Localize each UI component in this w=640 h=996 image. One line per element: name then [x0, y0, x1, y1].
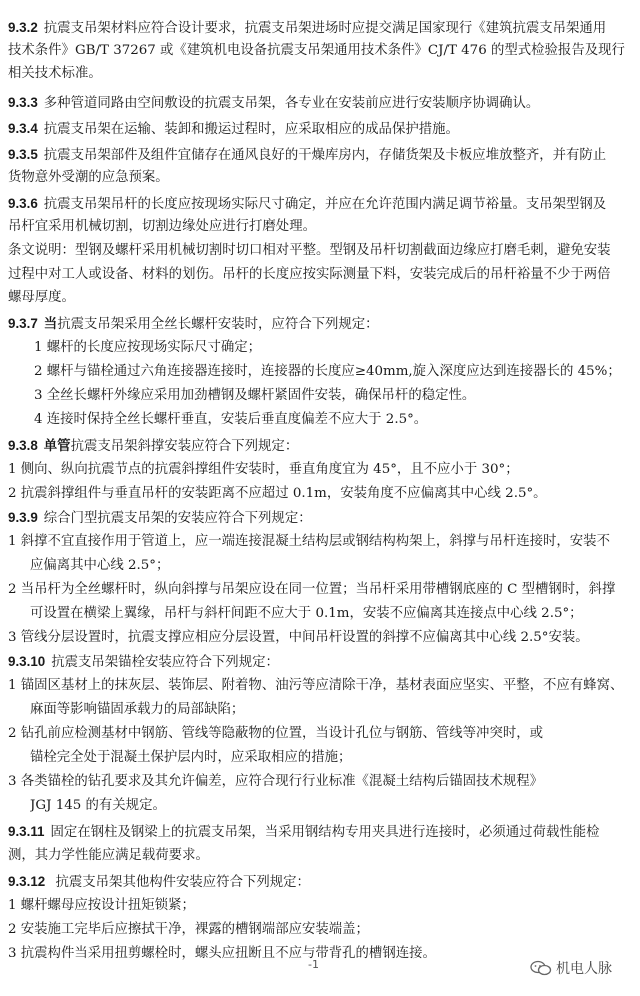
list-item: 1 锚固区基材上的抹灰层、装饰层、附着物、油污等应清除干净，基材表面应坚实、平整，不应有蜂窝、 — [8, 678, 624, 693]
list-item: 3 全丝长螺杆外缘应采用加劲槽钢及螺杆紧固件安装，确保吊杆的稳定性。 — [34, 388, 476, 403]
list-item: 1 螺杆螺母应按设计扭矩锁紧； — [8, 898, 195, 913]
watermark — [530, 958, 612, 978]
list-item-continuation: 麻面等影响锚固承载力的局部缺陷； — [30, 702, 245, 717]
clause-number: 9.3.4 — [8, 121, 38, 136]
list-item-continuation: JGJ 145 的有关规定。 — [30, 798, 166, 813]
text-line: 9.3.9 综合门型抗震支吊架的安装应符合下列规定： — [8, 510, 312, 526]
list-item: 2 抗震斜撑组件与垂直吊杆的安装距离不应超过 0.1m，安装角度不应偏离其中心线 2.5°。 — [8, 486, 547, 501]
clause-number: 9.3.9 — [8, 510, 38, 525]
explanation-line: 过程中对工人或设备、材料的划伤。吊杆的长度应按实际测量下料，安装完成后的吊杆裕量不少于两倍 — [8, 267, 611, 282]
watermark-text: 机电人脉 — [556, 961, 612, 977]
text-line: 9.3.2 抗震支吊架材料应符合设计要求，抗震支吊架进场时应提交满足国家现行《建筑抗震支吊架通用 — [8, 20, 607, 36]
list-item-continuation: 锚栓完全处于混凝土保护层内时，应采取相应的措施； — [30, 750, 352, 765]
clause-number: 9.3.12 — [8, 874, 46, 889]
text-line: 9.3.6 抗震支吊架吊杆的长度应按现场实际尺寸确定，并应在允许范围内满足调节裕量。支吊架型钢及 — [8, 196, 607, 212]
text-line: 相关技术标准。 — [8, 66, 102, 81]
list-item: 3 各类锚栓的钻孔要求及其允许偏差，应符合现行行业标准《混凝土结构后锚固技术规程》 — [8, 774, 544, 789]
clause-number: 9.3.2 — [8, 20, 38, 35]
list-item: 3 抗震构件当采用扭剪螺栓时，螺头应扭断且不应与带背孔的槽钢连接。 — [8, 946, 436, 961]
list-item: 2 螺杆与锚栓通过六角连接器连接时，连接器的长度应≥40mm,旋入深度应达到连接器长的 45%； — [34, 364, 621, 379]
list-item-continuation: 可设置在横梁上翼缘，吊杆与斜杆间距不应大于 0.1m，安装不应偏离其连接点中心线 2.5°； — [30, 606, 583, 621]
list-item: 4 连接时保持全丝长螺杆垂直，安装后垂直度偏差不应大于 2.5°。 — [34, 412, 428, 427]
page-number: -1 — [308, 958, 319, 971]
text-line: 9.3.8 单管抗震支吊架斜撑安装应符合下列规定： — [8, 438, 299, 454]
list-item-continuation: 应偏离其中心线 2.5°； — [30, 558, 170, 573]
text-line: 货物意外受潮的应急预案。 — [8, 170, 169, 185]
text-line: 9.3.4 抗震支吊架在运输、装卸和搬运过程时，应采取相应的成品保护措施。 — [8, 121, 459, 137]
clause-number: 9.3.7 — [8, 316, 38, 331]
list-item: 2 安装施工完毕后应擦拭干净，裸露的槽钢端部应安装端盖； — [8, 922, 369, 937]
text-line: 吊杆宜采用机械切割，切割边缘处应进行打磨处理。 — [8, 219, 316, 234]
clause-number: 9.3.6 — [8, 196, 38, 211]
list-item: 1 侧向、纵向抗震节点的抗震斜撑组件安装时，垂直角度宜为 45°，且不应小于 30°； — [8, 462, 519, 477]
clause-number: 9.3.10 — [8, 654, 46, 669]
text-line: 9.3.3 多种管道同路由空间敷设的抗震支吊架，各专业在安装前应进行安装顺序协调确认。 — [8, 95, 540, 111]
list-item: 2 当吊杆为全丝螺杆时，纵向斜撑与吊架应设在同一位置；当吊杆采用带槽钢底座的 C 型槽钢时，斜撑 — [8, 582, 616, 597]
text-line: 测，其力学性能应满足载荷要求。 — [8, 848, 209, 863]
text-line: 9.3.10 抗震支吊架锚栓安装应符合下列规定： — [8, 654, 279, 670]
text-line: 9.3.11 固定在钢柱及钢梁上的抗震支吊架，当采用钢结构专用夹具进行连接时，必须通过荷载性能检 — [8, 824, 600, 840]
list-item: 1 斜撑不宜直接作用于管道上，应一端连接混凝土结构层或钢结构构架上，斜撑与吊杆连接时，安装不 — [8, 534, 610, 549]
text-line: 技术条件》GB/T 37267 或《建筑机电设备抗震支吊架通用技术条件》CJ/T 476 的型式检验报告及现行 — [8, 43, 625, 58]
text-line: 9.3.12 抗震支吊架其他构件安装应符合下列规定： — [8, 874, 310, 890]
text-line: 9.3.5 抗震支吊架部件及组件宜储存在通风良好的干燥库房内，存储货架及卡板应堆放整齐，并有防止 — [8, 147, 607, 163]
wechat-icon — [530, 960, 552, 976]
list-item: 2 钻孔前应检测基材中钢筋、管线等隐蔽物的位置，当设计孔位与钢筋、管线等冲突时，或 — [8, 726, 544, 741]
text-line: 9.3.7 当抗震支吊架采用全丝长螺杆安装时，应符合下列规定： — [8, 316, 379, 332]
list-item: 1 螺杆的长度应按现场实际尺寸确定； — [34, 340, 262, 355]
clause-number: 9.3.11 — [8, 824, 45, 839]
clause-number: 9.3.3 — [8, 95, 38, 110]
clause-number: 9.3.8 — [8, 438, 38, 453]
clause-number: 9.3.5 — [8, 147, 38, 162]
explanation-line: 螺母厚度。 — [8, 290, 75, 305]
explanation-line: 条文说明：型钢及螺杆采用机械切割时切口相对平整。型钢及吊杆切割截面边缘应打磨毛刺，避免安装 — [8, 243, 611, 258]
list-item: 3 管线分层设置时，抗震支撑应相应分层设置，中间吊杆设置的斜撑不应偏离其中心线 2.5°安装。 — [8, 630, 589, 645]
